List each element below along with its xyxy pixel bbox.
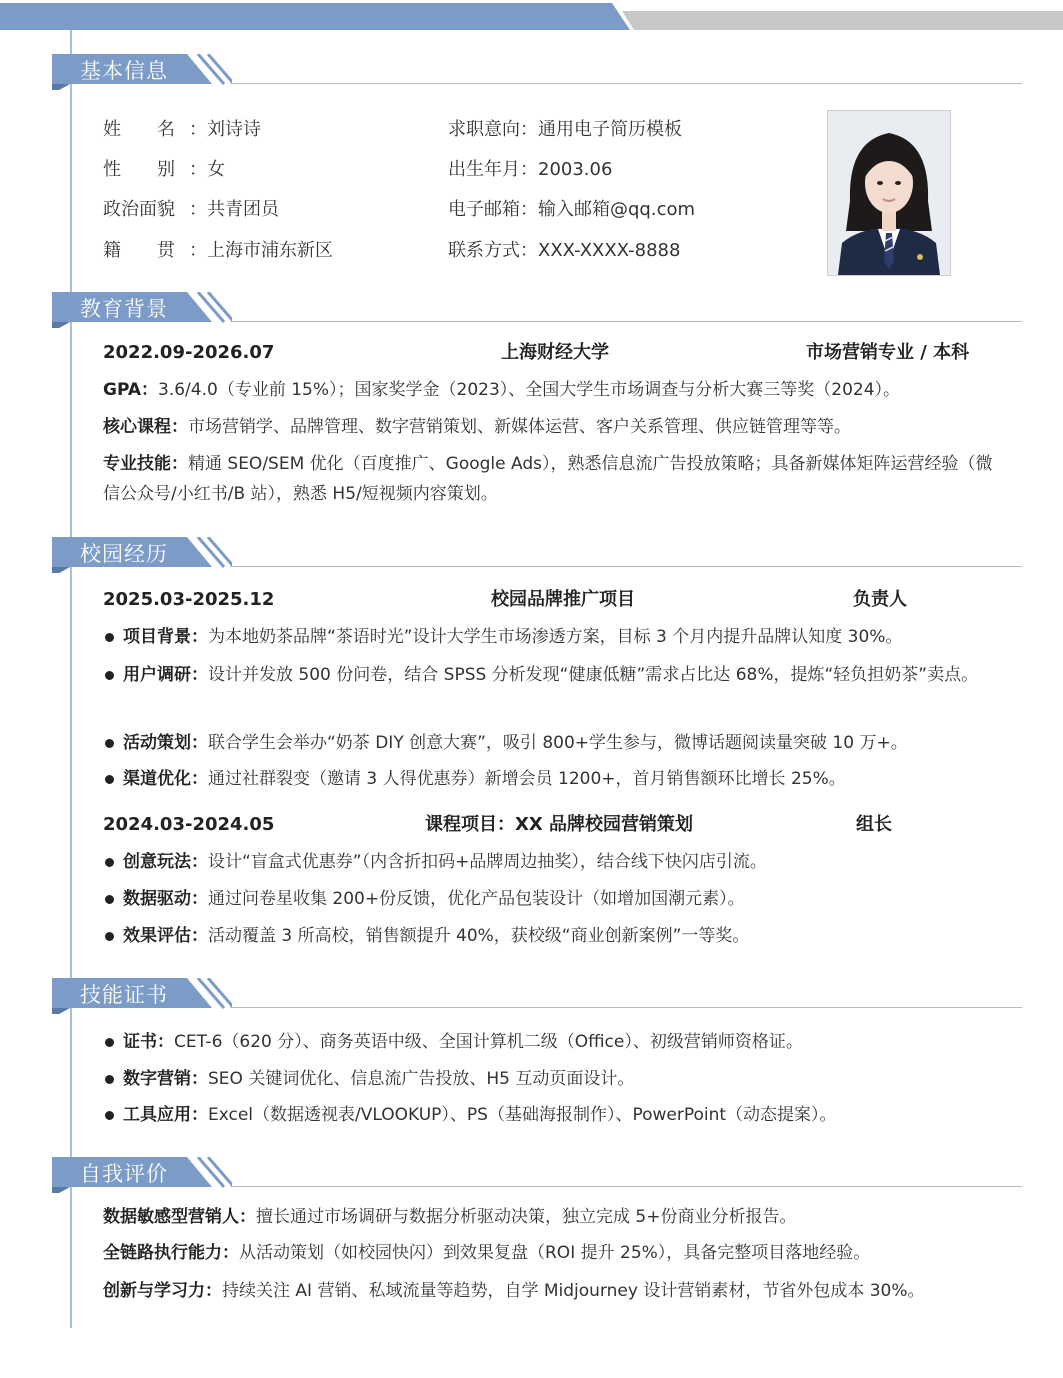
section-rule (230, 1186, 1022, 1187)
skill-label: 专业技能： (103, 454, 188, 474)
list-item (103, 764, 1003, 794)
self-eval-3 (103, 1276, 1003, 1306)
info-politics (103, 198, 279, 222)
item-text: CET-6（620 分）、商务英语中级、全国计算机二级（Office）、初级营销师资格证。 (174, 1032, 803, 1052)
info-name (103, 118, 261, 142)
section-title-self: 自我评价 (80, 1162, 168, 1186)
name-label: 姓 名 (103, 119, 175, 140)
intent-label: 求职意向 (448, 119, 520, 140)
edu-gpa (103, 375, 1003, 405)
gpa-label: GPA： (103, 380, 159, 400)
sep: ： (189, 199, 207, 220)
item-label: 全链路执行能力： (103, 1243, 239, 1263)
politics-label: 政治面貌 (103, 199, 175, 220)
section-header-education (52, 292, 1022, 328)
gender-value: 女 (207, 159, 225, 180)
section-header-self (52, 1157, 1022, 1193)
p1-date: 2025.03-2025.12 (103, 589, 275, 610)
info-phone (448, 239, 680, 263)
item-label: 活动策划： (123, 733, 208, 753)
info-intent (448, 118, 682, 142)
p1-title: 校园品牌推广项目 (491, 589, 635, 610)
gender-label: 性 别 (103, 159, 175, 180)
p2-date: 2024.03-2024.05 (103, 814, 275, 835)
item-label: 项目背景： (123, 627, 208, 647)
intent-value: 通用电子简历模板 (538, 119, 682, 140)
list-item (103, 622, 1003, 652)
item-text: 擅长通过市场调研与数据分析驱动决策，独立完成 5+份商业分析报告。 (256, 1207, 797, 1227)
p2-title: 课程项目：XX 品牌校园营销策划 (425, 814, 694, 835)
item-text: 设计“盲盒式优惠券”（内含折扣码+品牌周边抽奖），结合线下快闪店引流。 (208, 852, 767, 872)
birth-label: 出生年月 (448, 159, 520, 180)
list-item (103, 728, 1003, 758)
item-text: 持续关注 AI 营销、私域流量等趋势，自学 Midjourney 设计营销素材，节省外包成本 30%。 (222, 1281, 925, 1301)
name-value: 刘诗诗 (207, 119, 261, 140)
course-text: 市场营销学、品牌管理、数字营销策划、新媒体运营、客户关系管理、供应链管理等等。 (188, 417, 851, 437)
item-text: 活动覆盖 3 所高校，销售额提升 40%，获校级“商业创新案例”一等奖。 (208, 926, 750, 946)
profile-photo (827, 110, 951, 276)
p1-role: 负责人 (853, 589, 907, 610)
list-item (103, 1064, 1003, 1094)
top-decor-bar (0, 0, 1063, 30)
item-label: 数据驱动： (123, 889, 208, 909)
self-eval-1 (103, 1202, 1003, 1232)
sep: ： (189, 240, 207, 261)
info-birth (448, 158, 612, 182)
section-title-education: 教育背景 (80, 297, 168, 321)
edu-major: 市场营销专业 / 本科 (806, 342, 970, 363)
list-item (103, 884, 1003, 914)
self-eval-2 (103, 1238, 1003, 1268)
item-label: 渠道优化： (123, 769, 208, 789)
section-rule (230, 321, 1022, 322)
section-rule (230, 1007, 1022, 1008)
edu-skill (103, 449, 998, 509)
list-item (103, 1100, 1003, 1130)
item-text: Excel（数据透视表/VLOOKUP）、PS（基础海报制作）、PowerPoint（动态提案）。 (208, 1105, 837, 1125)
section-header-campus (52, 537, 1022, 573)
left-timeline-line (70, 30, 72, 1328)
edu-date: 2022.09-2026.07 (103, 342, 275, 363)
item-text: 设计并发放 500 份问卷，结合 SPSS 分析发现“健康低糖”需求占比达 68%，提炼“轻负担奶茶”卖点。 (208, 665, 979, 685)
origin-label: 籍 贯 (103, 240, 175, 261)
sep: ： (520, 119, 538, 140)
birth-value: 2003.06 (538, 159, 613, 180)
section-rule (230, 566, 1022, 567)
edu-school: 上海财经大学 (501, 342, 609, 363)
sep: ： (520, 159, 538, 180)
item-label: 证书： (123, 1032, 174, 1052)
item-label: 数字营销： (123, 1069, 208, 1089)
item-label: 用户调研： (123, 665, 208, 685)
phone-label: 联系方式 (448, 240, 520, 261)
item-text: 通过问卷星收集 200+份反馈，优化产品包装设计（如增加国潮元素）。 (208, 889, 745, 909)
campus-project-2-row (103, 812, 993, 838)
item-text: SEO 关键词优化、信息流广告投放、H5 互动页面设计。 (208, 1069, 635, 1089)
sep: ： (520, 240, 538, 261)
item-text: 通过社群裂变（邀请 3 人得优惠券）新增会员 1200+，首月销售额环比增长 25%。 (208, 769, 846, 789)
education-row (103, 340, 993, 366)
item-label: 创新与学习力： (103, 1281, 222, 1301)
email-value: 输入邮箱@qq.com (538, 199, 696, 220)
course-label: 核心课程： (103, 417, 188, 437)
item-label: 创意玩法： (123, 852, 208, 872)
section-title-skills: 技能证书 (80, 983, 168, 1007)
avatar-illustration (828, 111, 950, 275)
politics-value: 共青团员 (207, 199, 279, 220)
item-label: 工具应用： (123, 1105, 208, 1125)
item-text: 联合学生会举办“奶茶 DIY 创意大赛”，吸引 800+学生参与，微博话题阅读量突破 10 万+。 (208, 733, 908, 753)
p2-role: 组长 (856, 814, 892, 835)
section-title-basic: 基本信息 (80, 59, 168, 83)
section-header-skills (52, 978, 1022, 1014)
item-label: 数据敏感型营销人： (103, 1207, 256, 1227)
list-item (103, 660, 1003, 690)
gpa-text: 3.6/4.0（专业前 15%）；国家奖学金（2023）、全国大学生市场调查与分析大赛三等奖（2024）。 (158, 380, 901, 400)
info-email (448, 198, 695, 222)
list-item (103, 847, 1003, 877)
campus-project-1-row (103, 587, 993, 613)
edu-course (103, 412, 1003, 442)
section-header-basic (52, 54, 1022, 90)
info-origin (103, 239, 333, 263)
section-rule (230, 83, 1022, 84)
email-label: 电子邮箱 (448, 199, 520, 220)
section-title-campus: 校园经历 (80, 542, 168, 566)
phone-value: XXX-XXXX-8888 (538, 240, 681, 261)
sep: ： (189, 119, 207, 140)
origin-value: 上海市浦东新区 (207, 240, 333, 261)
sep: ： (520, 199, 538, 220)
item-text: 为本地奶茶品牌“茶语时光”设计大学生市场渗透方案，目标 3 个月内提升品牌认知度 30%。 (208, 627, 903, 647)
item-label: 效果评估： (123, 926, 208, 946)
sep: ： (189, 159, 207, 180)
info-gender (103, 158, 225, 182)
skill-text: 精通 SEO/SEM 优化（百度推广、Google Ads），熟悉信息流广告投放策略；具备新媒体矩阵运营经验（微信公众号/小红书/B 站），熟悉 H5/短视频内容策划。 (103, 454, 993, 504)
list-item (103, 921, 1003, 951)
list-item (103, 1027, 1003, 1057)
item-text: 从活动策划（如校园快闪）到效果复盘（ROI 提升 25%），具备完整项目落地经验。 (239, 1243, 871, 1263)
